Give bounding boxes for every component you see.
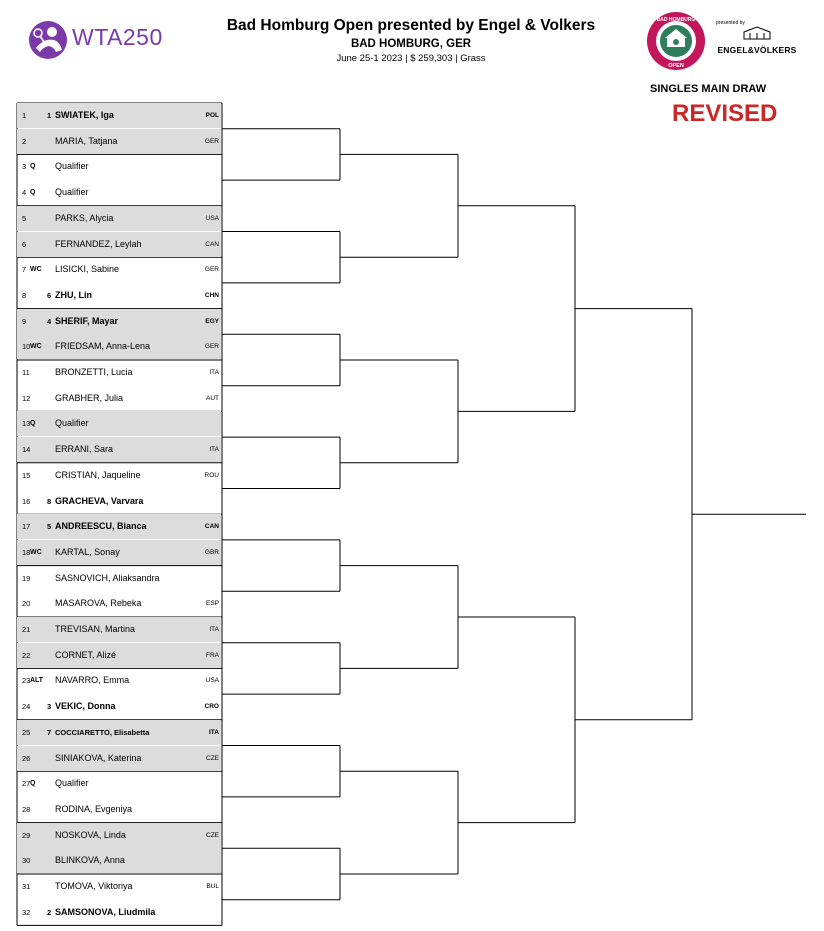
player-name: MASAROVA, Rebeka [55, 598, 142, 609]
draw-position: 26 [22, 753, 31, 763]
player-country: BUL [206, 883, 219, 890]
draw-row [17, 643, 221, 668]
player-name: CORNET, Alizé [55, 649, 117, 660]
player-country: POL [205, 112, 219, 119]
svg-text:BAD HOMBURG: BAD HOMBURG [656, 17, 696, 23]
player-name: SHERIF, Mayar [55, 315, 119, 326]
player-name: MARIA, Tatjana [55, 135, 118, 146]
draw-row [17, 566, 221, 591]
draw-position: 8 [22, 290, 27, 300]
event-details: June 25-1 2023 | $ 259,303 | Grass [336, 53, 486, 64]
draw-row [17, 283, 221, 308]
entry-tag: Q [30, 780, 36, 788]
event-title: Bad Homburg Open presented by Engel & Volkers [226, 17, 596, 34]
player-country: GER [204, 266, 219, 274]
player-country: CAN [204, 523, 219, 531]
draw-position: 1 [22, 111, 27, 120]
draw-position: 22 [22, 650, 31, 660]
player-name: SINIAKOVA, Katerina [55, 752, 142, 763]
player-name: TOMOVA, Viktoriya [55, 881, 133, 891]
draw-position: 13 [22, 419, 31, 429]
draw-position: 31 [22, 882, 31, 891]
player-country: ITA [209, 728, 219, 736]
player-country: ITA [209, 446, 219, 454]
draw-row [17, 334, 221, 359]
entry-tag: Q [30, 420, 36, 428]
player-country: ESP [205, 600, 219, 608]
sponsor-name: ENGEL&VÖLKERS [717, 45, 797, 55]
seed-number: 6 [47, 290, 52, 300]
player-country: USA [205, 677, 219, 685]
draw-position: 24 [22, 702, 31, 712]
event-location: BAD HOMBURG, GER [350, 38, 472, 50]
draw-position: 27 [22, 779, 31, 789]
player-country: USA [205, 214, 219, 222]
draw-row [17, 771, 221, 796]
seed-number: 4 [47, 316, 52, 326]
player-country: CHN [204, 291, 219, 299]
player-name: RODINA, Evgeniya [55, 803, 133, 814]
seed-number: 8 [47, 496, 52, 506]
draw-row [17, 514, 221, 539]
entry-tag: Q [30, 163, 36, 171]
draw-type-heading: SINGLES MAIN DRAW [650, 83, 767, 95]
player-country: GER [204, 137, 219, 145]
player-name: SASNOVICH, Aliaksandra [55, 572, 160, 583]
draw-row [17, 103, 221, 128]
player-country: ITA [209, 626, 219, 633]
player-country: GER [204, 343, 219, 351]
player-name: Qualifier [55, 418, 89, 429]
player-name: GRABHER, Julia [55, 392, 124, 403]
player-name: FERNANDEZ, Leylah [55, 238, 142, 249]
draw-position: 6 [22, 239, 27, 249]
player-country: CRO [204, 703, 219, 711]
seed-number: 2 [47, 907, 52, 917]
entry-tag: WC [30, 266, 42, 274]
entry-tag: Q [30, 189, 36, 197]
player-country: ROU [204, 471, 219, 479]
draw-row [17, 257, 221, 282]
player-name: SWIATEK, Iga [55, 110, 114, 120]
draw-position: 23 [22, 676, 31, 686]
entry-tag: ALT [30, 677, 44, 685]
draw-row [17, 720, 221, 745]
draw-position: 7 [22, 265, 27, 275]
player-name: PARKS, Alycia [55, 212, 114, 223]
player-name: NOSKOVA, Linda [55, 829, 126, 840]
draw-row [17, 129, 221, 154]
seed-number: 5 [47, 522, 52, 532]
draw-row [17, 206, 221, 231]
player-name: VEKIC, Donna [55, 701, 116, 712]
draw-row [17, 823, 221, 848]
player-country: CZE [206, 754, 219, 762]
draw-position: 18 [22, 547, 31, 557]
player-name: COCCIARETTO, Elisabetta [55, 727, 150, 737]
player-name: FRIEDSAM, Anna-Lena [55, 341, 151, 352]
draw-row [17, 848, 221, 873]
draw-row [17, 232, 221, 257]
draw-position: 5 [22, 213, 27, 223]
player-name: LISICKI, Sabine [55, 264, 120, 275]
draw-row [17, 180, 221, 205]
svg-text:OPEN: OPEN [668, 63, 684, 69]
player-name: ZHU, Lin [55, 289, 92, 300]
player-name: Qualifier [55, 778, 89, 789]
draw-position: 10 [22, 342, 31, 352]
draw-row [17, 309, 221, 334]
player-country: CZE [206, 831, 219, 839]
draw-row [17, 797, 221, 822]
player-name: Qualifier [55, 187, 89, 198]
revised-label: REVISED [672, 100, 778, 127]
draw-row [17, 154, 221, 179]
draw-position: 30 [22, 856, 31, 866]
player-name: ERRANI, Sara [55, 444, 114, 455]
draw-row [17, 617, 221, 642]
player-name: Qualifier [55, 161, 89, 172]
draw-row [17, 463, 221, 488]
player-name: NAVARRO, Emma [55, 675, 130, 686]
seed-number: 3 [47, 702, 52, 712]
player-country: EGY [205, 317, 219, 325]
sponsor-presented-by: presented by [716, 20, 745, 26]
wta-logo-text: WTA250 [72, 24, 163, 50]
draw-position: 17 [22, 522, 31, 532]
draw-position: 9 [22, 316, 27, 326]
entry-tag: WC [30, 548, 42, 556]
draw-position: 32 [22, 907, 31, 917]
seed-number: 1 [47, 111, 52, 120]
draw-position: 2 [22, 136, 27, 146]
draw-row [17, 386, 221, 411]
player-country: GBR [204, 548, 219, 556]
draw-position: 15 [22, 470, 31, 480]
draw-row [17, 591, 221, 616]
draw-position: 4 [22, 188, 27, 198]
draw-position: 28 [22, 804, 31, 814]
draw-position: 19 [22, 573, 31, 583]
draw-position: 20 [22, 599, 31, 609]
player-country: AUT [206, 394, 219, 402]
player-name: GRACHEVA, Varvara [55, 495, 144, 506]
player-name: BLINKOVA, Anna [55, 855, 125, 866]
draw-row [17, 437, 221, 462]
entry-tag: WC [30, 343, 42, 351]
draw-position: 11 [22, 368, 30, 377]
player-name: BRONZETTI, Lucia [55, 367, 133, 377]
player-name: KARTAL, Sonay [55, 546, 120, 557]
player-country: FRA [206, 651, 219, 659]
player-country: ITA [209, 369, 219, 376]
seed-number: 7 [47, 727, 52, 737]
draw-row [17, 874, 221, 899]
draw-row [17, 540, 221, 565]
player-name: TREVISAN, Martina [55, 624, 136, 634]
draw-position: 3 [22, 162, 27, 172]
draw-position: 29 [22, 830, 31, 840]
draw-row [17, 668, 221, 693]
draw-position: 21 [22, 625, 31, 634]
draw-position: 25 [22, 727, 31, 737]
draw-position: 16 [22, 496, 31, 506]
player-name: SAMSONOVA, Liudmila [55, 906, 156, 917]
draw-position: 14 [22, 445, 31, 455]
draw-row [17, 746, 221, 771]
draw-row [17, 360, 221, 385]
player-name: ANDREESCU, Bianca [55, 521, 147, 532]
player-name: CRISTIAN, Jaqueline [55, 469, 141, 480]
draw-row [17, 411, 221, 436]
draw-row [17, 489, 221, 514]
draw-row [17, 900, 221, 925]
player-country: CAN [205, 240, 219, 248]
draw-position: 12 [22, 393, 31, 403]
draw-row [17, 694, 221, 719]
